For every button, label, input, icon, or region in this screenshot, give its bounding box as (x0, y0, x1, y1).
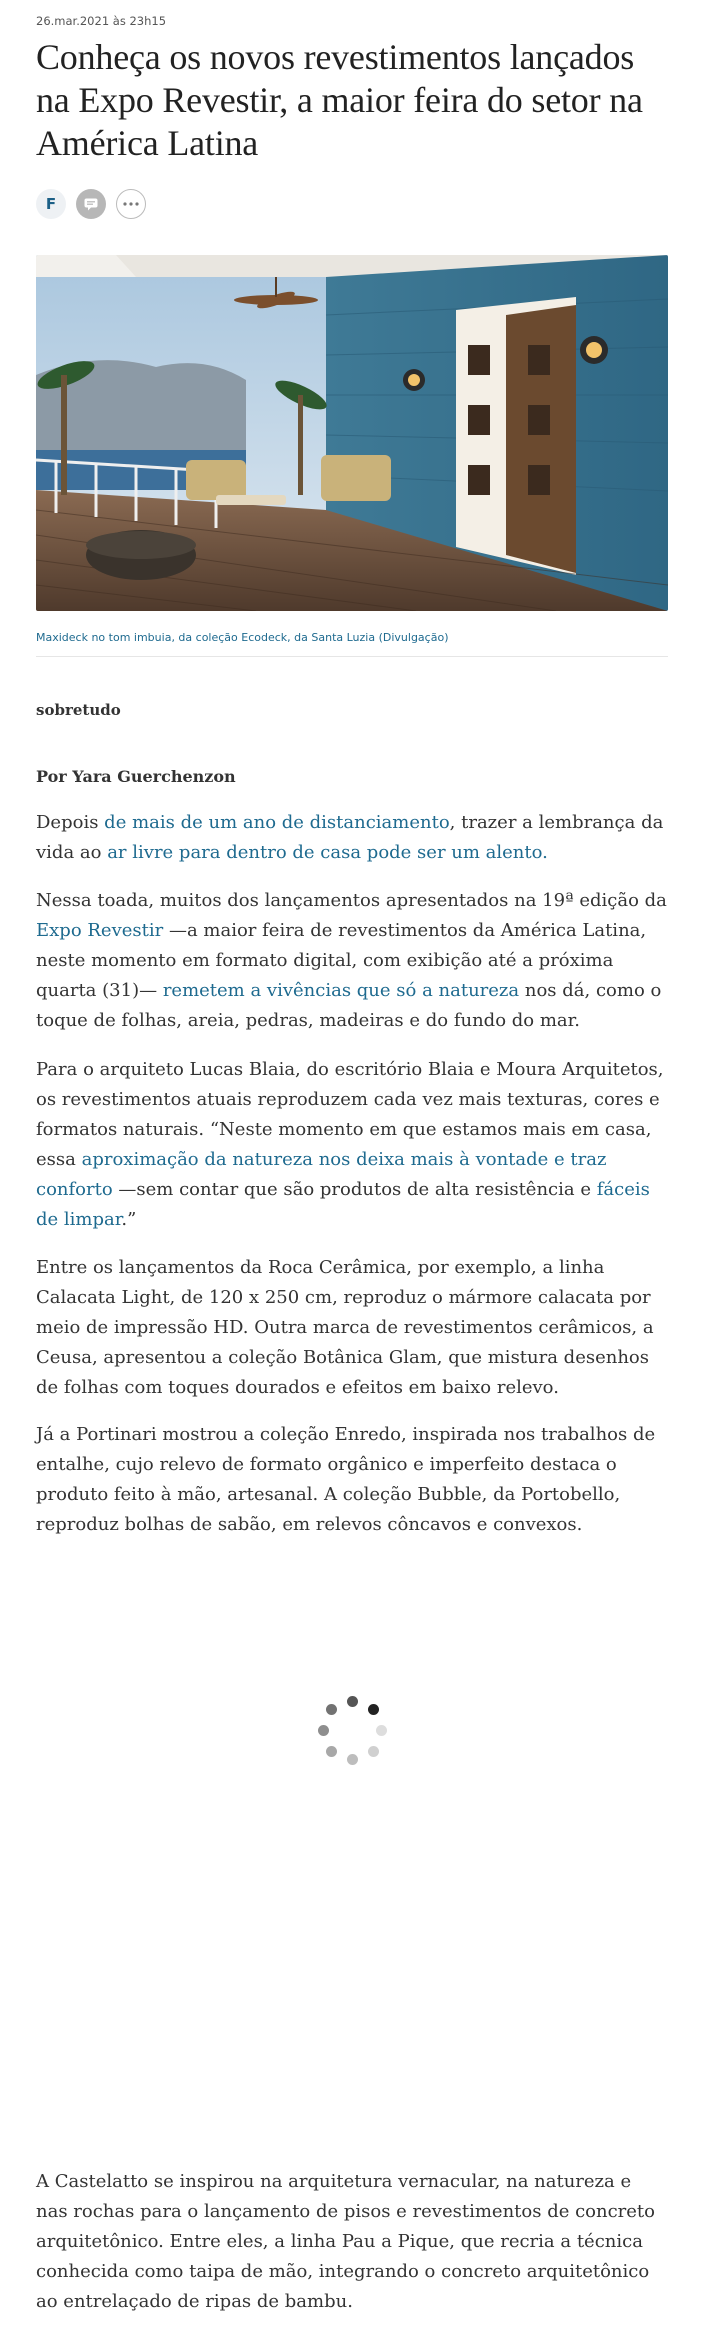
share-bar (36, 189, 668, 219)
article-paragraph-2: Nessa toada, muitos dos lançamentos apresentados na 19ª edição da Expo Revestir —a maior feira de revestimentos da América Latina, neste momento em formato digital, com exibição até a próxima quarta (31)— remetem a vivências que só a natureza nos dá, como o toque de folhas, areia, pedras, madeiras e do fundo do mar. (36, 890, 667, 1031)
article-paragraph-5: Já a Portinari mostrou a coleção Enredo, inspirada nos trabalhos de entalhe, cujo relevo de formato orgânico e imperfeito destaca o produto feito à mão, artesanal. A coleção Bubble, da Portobello, reproduz bolhas de sabão, em relevos côncavos e convexos. (36, 1424, 656, 1535)
comments-button[interactable] (76, 189, 106, 219)
inline-link[interactable]: fáceis de limpar (36, 1179, 650, 1230)
caption-divider (36, 656, 668, 657)
more-share-options-button[interactable] (116, 189, 146, 219)
article-kicker[interactable]: sobretudo (36, 701, 121, 719)
inline-link[interactable]: ar livre para dentro de casa pode ser um alento. (107, 842, 548, 863)
inline-link[interactable]: de mais de um ano de distanciamento (104, 812, 450, 833)
article-date: 26.mar.2021 às 23h15 (36, 14, 167, 28)
image-caption: Maxideck no tom imbuia, da coleção Ecodeck, da Santa Luzia (Divulgação) (36, 631, 449, 644)
article-hero-image[interactable] (36, 255, 668, 611)
facebook-icon: F (45, 195, 57, 213)
comment-icon (84, 198, 98, 211)
article-paragraph-3: Para o arquiteto Lucas Blaia, do escritório Blaia e Moura Arquitetos, os revestimentos atuais reproduzem cada vez mais texturas, cores e formatos naturais. “Neste momento em que estamos mais em casa, essa aproximação da natureza nos deixa mais à vontade e traz conforto —sem contar que são produtos de alta resistência e fáceis de limpar.” (36, 1059, 664, 1230)
loading-spinner-icon (318, 1696, 388, 1766)
article-byline: Por Yara Guerchenzon (36, 767, 236, 786)
article-paragraph-4: Entre os lançamentos da Roca Cerâmica, por exemplo, a linha Calacata Light, de 120 x 250 cm, reproduz o mármore calacata por meio de impressão HD. Outra marca de revestimentos cerâmicos, a Ceusa, apresentou a coleção Botânica Glam, que mistura desenhos de folhas com toques dourados e efeitos em baixo relevo. (36, 1257, 654, 1398)
more-icon (123, 202, 139, 206)
article-paragraph-6: A Castelatto se inspirou na arquitetura vernacular, na natureza e nas rochas para o lançamento de pisos e revestimentos de concreto arquitetônico. Entre eles, a linha Pau a Pique, que recria a técnica conhecida como taipa de mão, integrando o concreto arquitetônico ao entrelaçado de ripas de bambu. (36, 2171, 656, 2312)
facebook-share-button[interactable] (36, 189, 66, 219)
inline-link[interactable]: aproximação da natureza nos deixa mais à vontade e traz conforto (36, 1149, 607, 1200)
article-paragraph-1: Depois de mais de um ano de distanciamento, trazer a lembrança da vida ao ar livre para dentro de casa pode ser um alento. (36, 812, 664, 863)
article-title: Conheça os novos revestimentos lançados na Expo Revestir, a maior feira do setor na América Latina (36, 37, 643, 163)
inline-link[interactable]: Expo Revestir (36, 920, 164, 941)
inline-link[interactable]: remetem a vivências que só a natureza (162, 980, 520, 1001)
hero-image-illustration (36, 255, 668, 611)
